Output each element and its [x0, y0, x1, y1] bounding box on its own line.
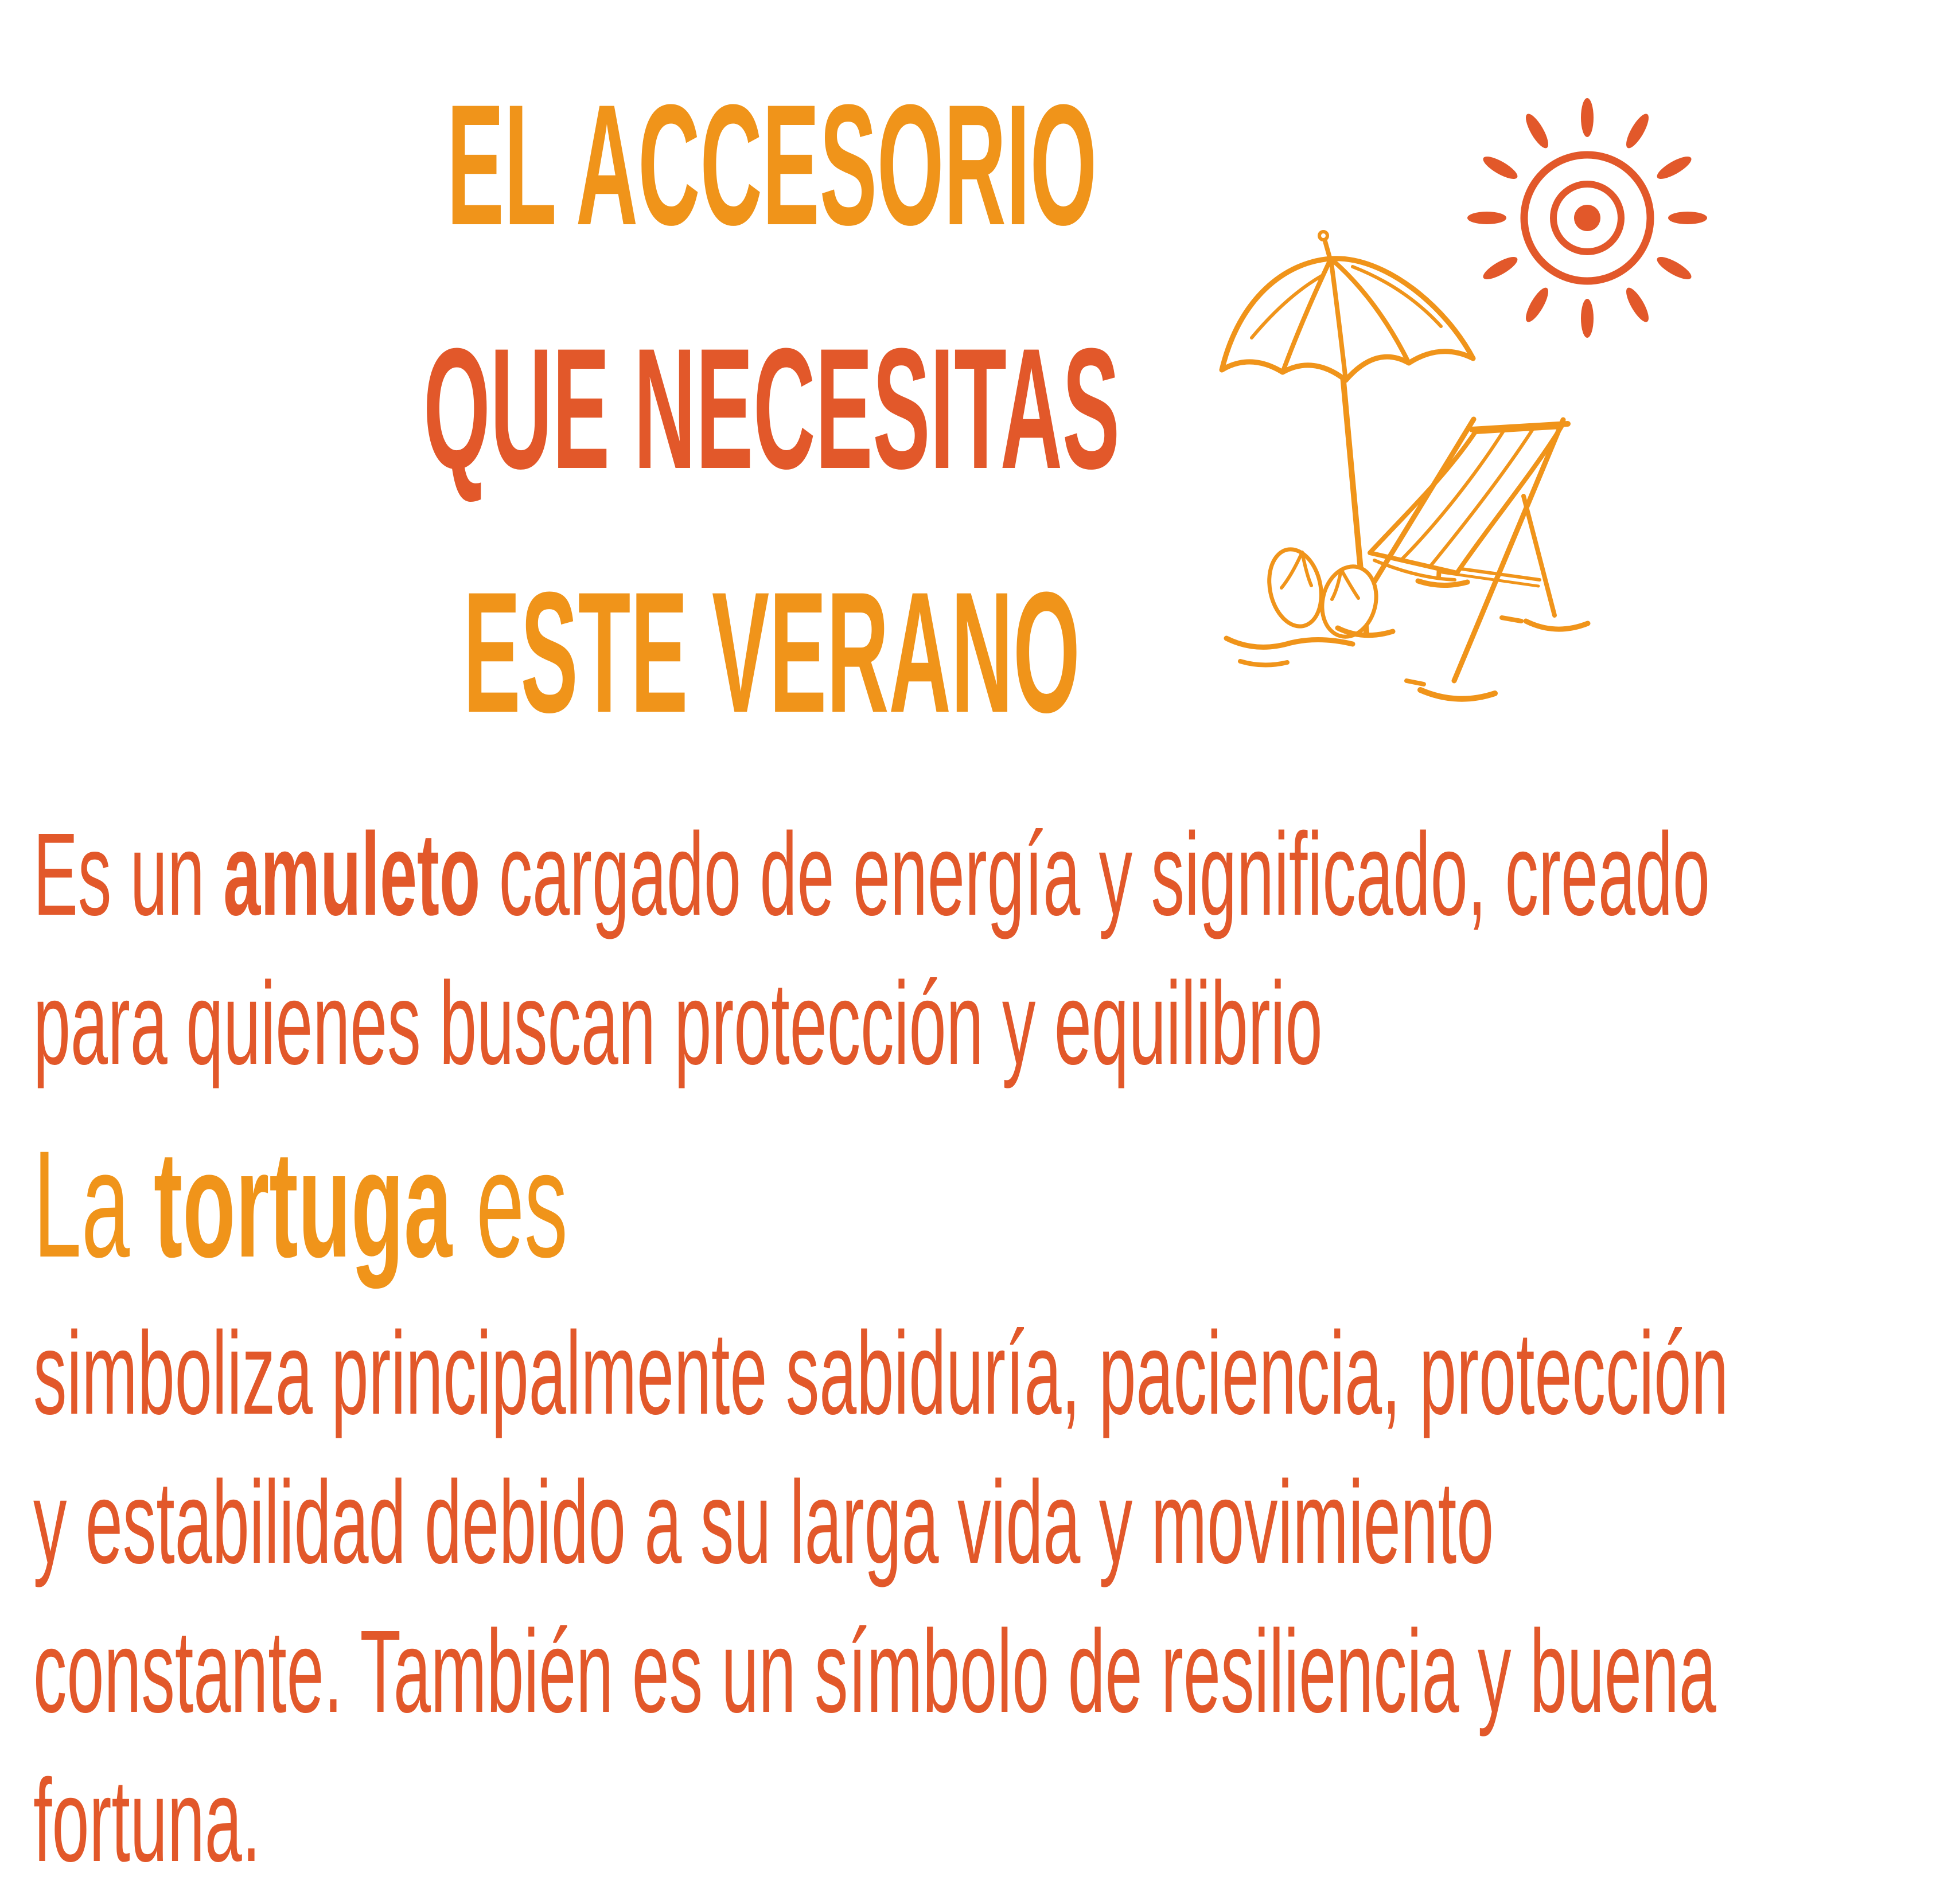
intro-line-1-post: cargado de energía y significado, creado	[480, 809, 1710, 940]
body-paragraph	[33, 1299, 1936, 1895]
body-line-4: fortuna.	[33, 1755, 261, 1886]
sun-icon	[1467, 98, 1707, 338]
subtitle-bold: tortuga	[153, 1119, 453, 1289]
body-line-1: simboliza principalmente sabiduría, paciencia, protección	[33, 1308, 1729, 1439]
deck-chair-icon	[1360, 419, 1568, 681]
intro-line-2: para quienes buscan protección y equilibrio	[33, 958, 1323, 1089]
sand-icon	[1226, 618, 1588, 699]
flip-flops-icon	[1263, 544, 1384, 642]
intro-line-1	[33, 800, 1710, 949]
intro-line-1-pre: Es un	[33, 809, 224, 940]
subtitle-line	[33, 1118, 568, 1290]
body-line-3: constante. También es un símbolo de resiliencia y buena	[33, 1606, 1716, 1737]
body-line-2: y estabilidad debido a su larga vida y movimiento	[33, 1457, 1494, 1588]
subtitle-pre: La	[33, 1119, 154, 1289]
title-line-3-text: ESTE VERANO	[463, 556, 1080, 748]
title-line-2-text: QUE NECESITAS	[423, 312, 1120, 505]
intro-line-1-bold: amuleto	[223, 809, 481, 940]
intro-paragraph	[33, 800, 1936, 1098]
subtitle	[33, 1118, 971, 1290]
subtitle-post: es	[452, 1119, 568, 1289]
beach-illustration	[1216, 95, 1709, 703]
title-line-1-text: EL ACCESORIO	[446, 68, 1097, 261]
